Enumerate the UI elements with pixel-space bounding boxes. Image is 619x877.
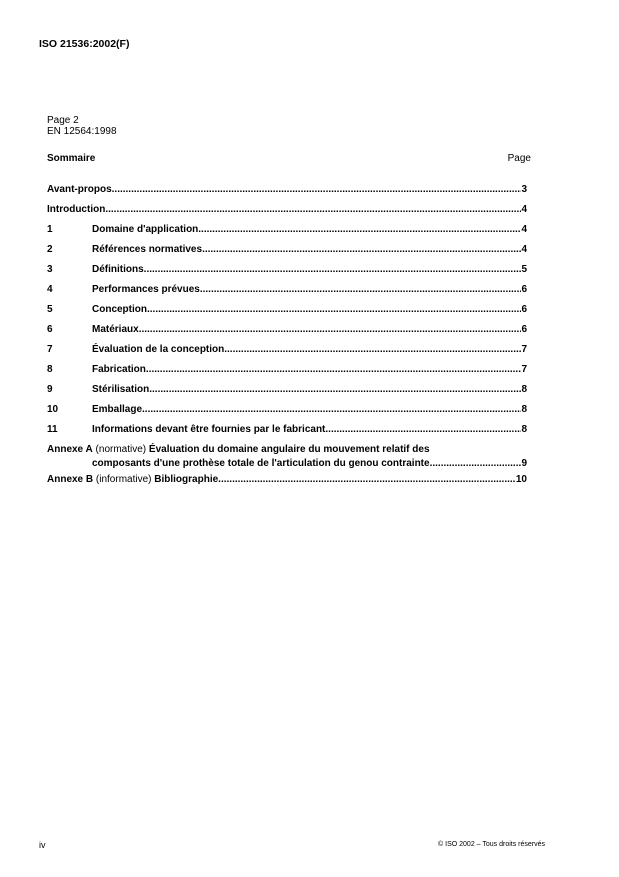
toc-entry-page: 10	[515, 474, 527, 485]
standard-id: ISO 21536:2002(F)	[39, 38, 130, 50]
en-reference: EN 12564:1998	[47, 126, 117, 137]
toc-entry-number: 11	[47, 424, 58, 435]
toc-entry-page: 9	[521, 458, 527, 469]
annex-a-kind: (normative)	[95, 444, 147, 455]
footer-copyright: © ISO 2002 – Tous droits réservés	[438, 841, 545, 848]
toc-entry-introduction[interactable]	[47, 204, 527, 224]
toc-entry-7[interactable]	[47, 344, 527, 364]
dot-leader	[142, 404, 521, 415]
annex-a-label: Annexe A	[47, 444, 93, 455]
toc-entry-title: Références normatives	[92, 244, 203, 255]
toc-entry-number: 7	[47, 344, 53, 355]
toc-entry-title: Conception	[92, 304, 147, 315]
toc-entry-page: 8	[521, 384, 527, 395]
toc-entry-number: 10	[47, 404, 59, 415]
toc-entry-2[interactable]	[47, 244, 527, 264]
toc-entry-page: 4	[521, 224, 527, 235]
toc-entry-avant-propos[interactable]	[47, 184, 527, 204]
toc-entry-number: 2	[47, 244, 53, 255]
dot-leader	[144, 264, 522, 275]
annex-b-title: Bibliographie	[154, 474, 219, 485]
dot-leader	[198, 224, 521, 235]
toc-entry-title: Informations devant être fournies par le fabricant	[92, 424, 326, 435]
toc-entry-number: 5	[47, 304, 53, 315]
dot-leader	[147, 304, 521, 315]
dot-leader	[200, 284, 522, 295]
toc-entry-10[interactable]	[47, 404, 527, 424]
annex-b-kind: (informative)	[95, 474, 152, 485]
toc-entry-page: 4	[521, 244, 527, 255]
toc-entry-number: 6	[47, 324, 53, 335]
toc-entry-page: 5	[521, 264, 527, 275]
toc-title: Sommaire	[47, 153, 96, 164]
toc-entry-title: Performances prévues	[92, 284, 200, 295]
toc-entry-title: Stérilisation	[92, 384, 150, 395]
dot-leader	[139, 324, 522, 335]
toc-entry-title: Introduction	[47, 204, 106, 215]
toc-entry-title: Emballage	[92, 404, 143, 415]
toc-entry-page: 6	[521, 284, 527, 295]
toc-entry-number: 8	[47, 364, 53, 375]
toc-entry-9[interactable]	[47, 384, 527, 404]
toc-entry-page: 3	[521, 184, 527, 195]
dot-leader	[105, 204, 521, 215]
toc-page-label: Page	[507, 153, 531, 164]
toc-entry-number: 3	[47, 264, 53, 275]
toc-list	[47, 184, 527, 494]
dot-leader	[202, 244, 521, 255]
toc-entry-11[interactable]	[47, 424, 527, 444]
dot-leader	[146, 364, 522, 375]
toc-entry-8[interactable]	[47, 364, 527, 384]
toc-entry-title: Fabrication	[92, 364, 146, 375]
toc-entry-page: 7	[521, 344, 527, 355]
annex-b-label: Annexe B	[47, 474, 94, 485]
toc-entry-annex-a[interactable]	[47, 444, 527, 474]
toc-entry-title: Évaluation de la conception	[92, 344, 225, 355]
footer-page-number: iv	[39, 840, 46, 850]
toc-heading	[47, 153, 531, 164]
toc-entry-title: Définitions	[92, 264, 144, 275]
toc-entry-page: 7	[521, 364, 527, 375]
page-number-line: Page 2	[47, 115, 79, 126]
toc-entry-annex-b[interactable]	[47, 474, 527, 494]
toc-entry-page: 6	[521, 304, 527, 315]
toc-entry-title: Domaine d'application	[92, 224, 199, 235]
toc-entry-6[interactable]	[47, 324, 527, 344]
toc-entry-number: 1	[47, 224, 53, 235]
toc-entry-number: 4	[47, 284, 53, 295]
annex-a-title-line2: composants d'une prothèse totale de l'articulation du genou contrainte	[92, 458, 430, 469]
toc-entry-page: 6	[521, 324, 527, 335]
toc-entry-3[interactable]	[47, 264, 527, 284]
annex-a-title-line1: Évaluation du domaine angulaire du mouvement relatif des	[148, 444, 430, 455]
dot-leader	[218, 474, 516, 485]
toc-entry-page: 4	[521, 204, 527, 215]
dot-leader	[325, 424, 521, 435]
toc-entry-1[interactable]	[47, 224, 527, 244]
toc-entry-page: 8	[521, 404, 527, 415]
toc-entry-4[interactable]	[47, 284, 527, 304]
dot-leader	[149, 384, 521, 395]
toc-entry-5[interactable]	[47, 304, 527, 324]
toc-entry-page: 8	[521, 424, 527, 435]
dot-leader	[430, 458, 522, 469]
toc-entry-title: Avant-propos	[47, 184, 112, 195]
toc-entry-number: 9	[47, 384, 53, 395]
dot-leader	[112, 184, 522, 195]
dot-leader	[224, 344, 521, 355]
toc-entry-title: Matériaux	[92, 324, 139, 335]
